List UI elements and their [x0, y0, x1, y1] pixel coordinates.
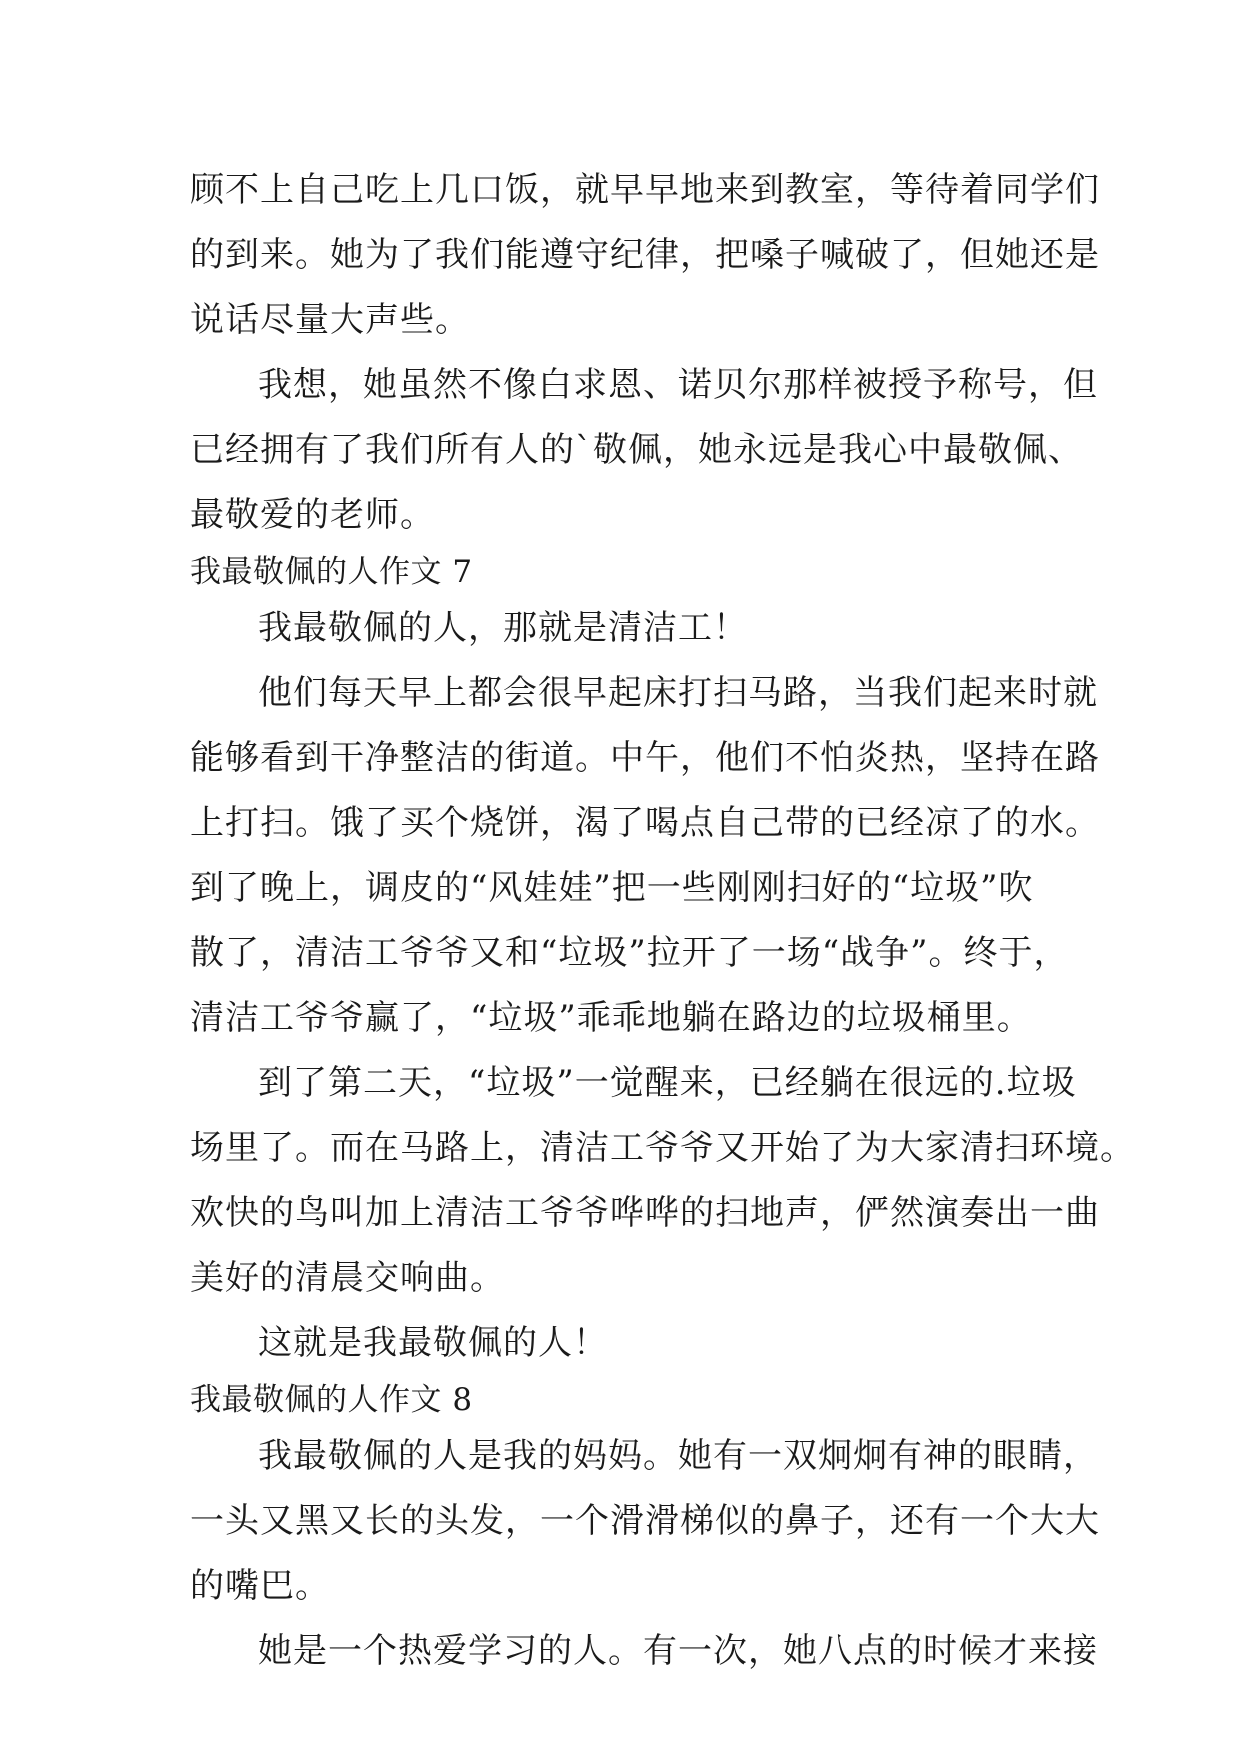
essay-text: [190, 158, 1135, 1684]
paragraph-line: 到了第二天，“垃圾”一觉醒来，已经躺在很远的.垃圾: [258, 1063, 1077, 1103]
paragraph-line: 说话尽量大声些。: [190, 300, 470, 340]
paragraph-line: 她是一个热爱学习的人。有一次，她八点的时候才来接: [258, 1631, 1098, 1671]
paragraph-line: 上打扫。饿了买个烧饼，渴了喝点自己带的已经凉了的水。: [190, 803, 1100, 843]
paragraph-line: 一头又黑又长的头发，一个滑滑梯似的鼻子，还有一个大大: [190, 1501, 1100, 1541]
paragraph-line: 散了，清洁工爷爷又和“垃圾”拉开了一场“战争”。终于，: [190, 933, 1069, 973]
paragraph-line: 我最敬佩的人，那就是清洁工！: [258, 608, 748, 648]
paragraph-line: 顾不上自己吃上几口饭，就早早地来到教室，等待着同学们: [190, 170, 1100, 210]
paragraph-line: 的到来。她为了我们能遵守纪律，把嗓子喊破了，但她还是: [190, 235, 1100, 275]
paragraph-line: 的嘴巴。: [190, 1566, 330, 1606]
paragraph-line: 美好的清晨交响曲。: [190, 1258, 505, 1298]
paragraph-line: 能够看到干净整洁的街道。中午，他们不怕炎热，坚持在路: [190, 738, 1100, 778]
paragraph-line: 场里了。而在马路上，清洁工爷爷又开始了为大家清扫环境。: [190, 1128, 1135, 1168]
paragraph-line: 清洁工爷爷赢了，“垃圾”乖乖地躺在路边的垃圾桶里。: [190, 998, 1032, 1038]
paragraph-line: 到了晚上，调皮的“风娃娃”把一些刚刚扫好的“垃圾”吹: [190, 868, 1034, 908]
paragraph-line: 已经拥有了我们所有人的`敬佩，她永远是我心中最敬佩、: [190, 430, 1083, 470]
paragraph-line: 我最敬佩的人是我的妈妈。她有一双炯炯有神的眼睛，: [258, 1436, 1098, 1476]
section-heading: 我最敬佩的人作文 8: [190, 1382, 473, 1418]
paragraph-line: 我想，她虽然不像白求恩、诺贝尔那样被授予称号，但: [258, 365, 1098, 405]
paragraph-line: 最敬爱的老师。: [190, 495, 435, 535]
paragraph-line: 这就是我最敬佩的人！: [258, 1323, 608, 1363]
section-heading: 我最敬佩的人作文 7: [190, 554, 473, 590]
paragraph-line: 他们每天早上都会很早起床打扫马路，当我们起来时就: [258, 673, 1098, 713]
paragraph-line: 欢快的鸟叫加上清洁工爷爷哗哗的扫地声，俨然演奏出一曲: [190, 1193, 1100, 1233]
